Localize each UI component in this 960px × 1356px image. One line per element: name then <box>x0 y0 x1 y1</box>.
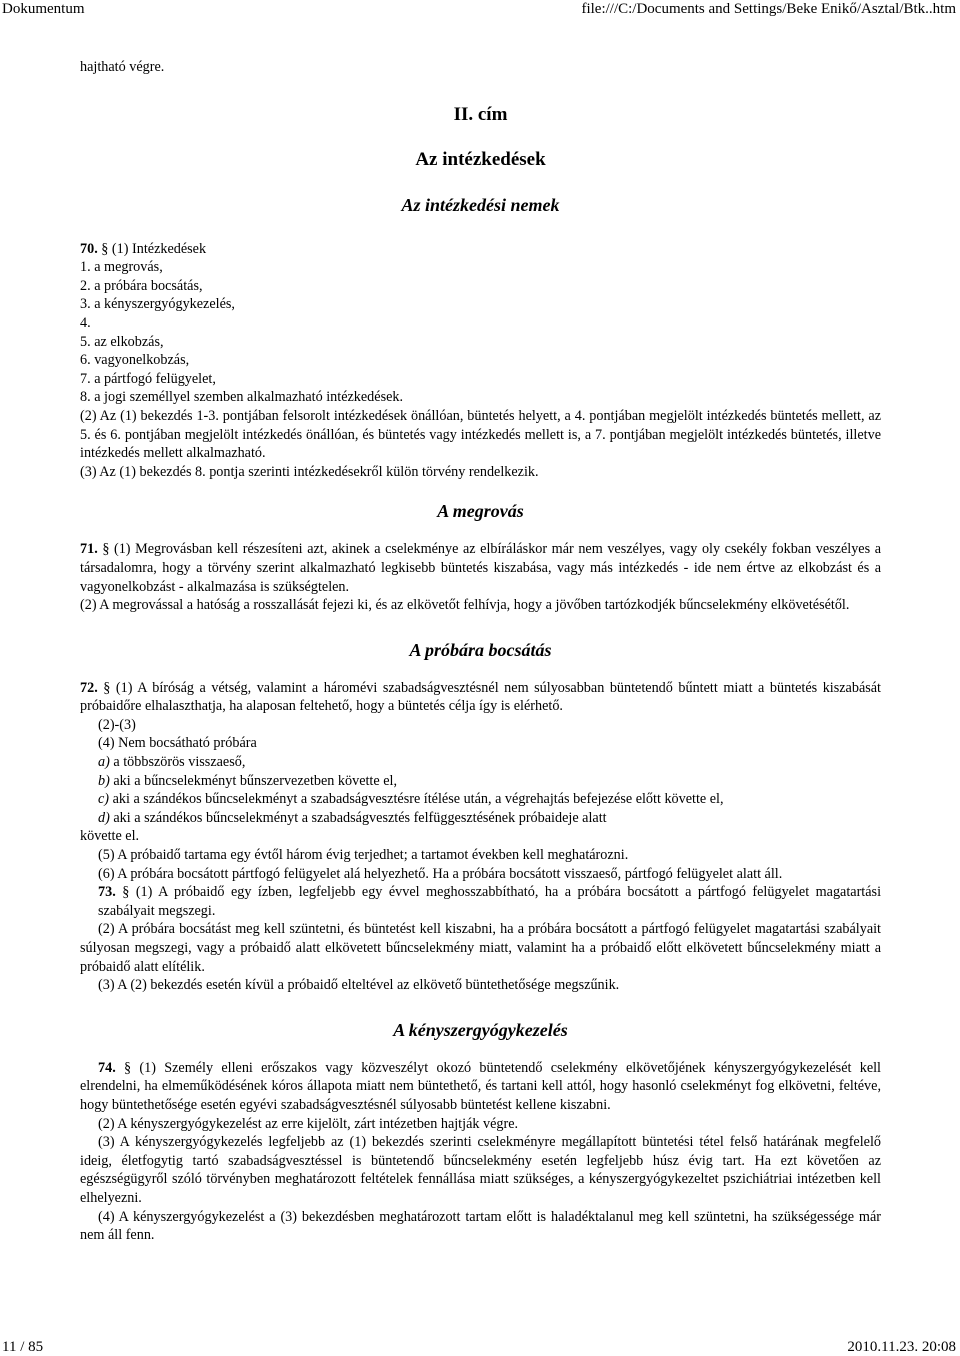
s72-item-a: a) a többszörös visszaeső, <box>98 754 246 771</box>
s73-p2: (2) A próbára bocsátást meg kell szüntetni, és büntetést kell kiszabni, ha a próbára bocsátott a pártfogó felügyelet magatartási szabályait súlyosan megszegi, vagy a próbaidő alatt elkövetett bűncselekmény miatt, valamint ha a próbaidő előtt elkövetett bűncselekmény miatt a próbaidő alatt elítélik. <box>80 921 881 975</box>
s72-p1: 72. § (1) A bíróság a vétség, valamint a háromévi szabadságvesztésnél nem súlyosabban büntetendő bűntett miatt a büntetés kiszabását próbaidőre elhalaszthatja, ha alaposan feltehető, hogy a büntetés célja így is elérhető. <box>80 679 882 715</box>
s72-item-d: d) aki a szándékos bűncselekményt a szabadságvesztés felfüggesztésének próbaideje alatt <box>98 809 607 826</box>
section-heading-probara: A próbára bocsátás <box>409 639 552 660</box>
footer-page-number: 11 / 85 <box>2 1339 44 1355</box>
document-body <box>80 58 881 1245</box>
s74-section-symbol: § <box>124 1059 132 1076</box>
s70-p1: 70. § (1) Intézkedések <box>80 240 207 257</box>
part-title: II. cím <box>453 103 508 125</box>
s72-item-b: b) aki a bűncselekményt bűnszervezetben követte el, <box>98 772 398 789</box>
s73-section-symbol: § <box>122 884 130 901</box>
s70-item-1: 1. a megrovás, <box>80 259 163 276</box>
s74-p4: (4) A kényszergyógykezelést a (3) bekezdésben meghatározott tartam előtt is haladéktalanul meg kell szüntetni, ha szükségessége már nem áll fenn. <box>80 1208 881 1244</box>
section-heading-megrovas: A megrovás <box>437 501 524 522</box>
s71-section-symbol: § <box>102 541 110 558</box>
section-heading-kenyszer: A kényszergyógykezelés <box>393 1019 568 1040</box>
s70-item-4: 4. <box>80 314 91 331</box>
browser-header-url: file:///C:/Documents and Settings/Beke Enikő/Asztal/Btk..htm <box>581 1 956 17</box>
s73-p1: 73. § (1) A próbaidő egy ízben, legfeljebb egy évvel meghosszabbítható, ha a próbára bocsátott a pártfogó felügyelet magatartási szabályait megszegi. <box>98 884 882 919</box>
s74-number: 74. <box>98 1059 116 1076</box>
s72-number: 72. <box>80 679 98 696</box>
browser-header-title: Dokumentum <box>2 1 85 17</box>
section-heading-measures: Az intézkedési nemek <box>401 194 560 215</box>
s74-p3: (3) A kényszergyógykezelés legfeljebb az (1) bekezdés szerinti cselekményre megállapított büntetési tétel felső határának megfelelő ideig, életfogytig tartó szabadságvesztéssel is büntetendő bűncselekmény esetén legfeljebb húsz évig tart. Ha ezt követően az egészségügyről szóló törvényben meghatározott feltételek fennállása miatt szükséges, a kényszergyógykezeltet pszichiátriai intézetben kell elhelyezni. <box>80 1134 881 1206</box>
s71-number: 71. <box>80 541 98 558</box>
footer-datetime: 2010.11.23. 20:08 <box>847 1339 956 1355</box>
s71-p1: 71. § (1) Megrovásban kell részesíteni azt, akinek a cselekménye az elbíráláskor már nem veszélyes, vagy oly csekély fokban veszélyes a társadalomra, hogy a törvény szerint alkalmazható legkisebb büntetés kiszabása, vagy más intézkedés - ide nem értve az elkobzást és a vagyonelkobzást - alkalmazása is szükségtelen. <box>80 541 881 595</box>
s72-item-c: c) aki a szándékos bűncselekményt a szabadságvesztésre ítélése után, a végrehajtás befejezése előtt követte el, <box>98 791 724 808</box>
s70-item-5: 5. az elkobzás, <box>80 333 164 350</box>
s72-p5: (5) A próbaidő tartama egy évtől három évig terjedhet; a tartamot években kell meghatározni. <box>98 847 629 864</box>
s70-item-3: 3. a kényszergyógykezelés, <box>80 296 235 313</box>
s72-p6: (6) A próbára bocsátott pártfogó felügyelet alá helyezhető. Ha a próbára bocsátott visszaeső, pártfogó felügyelet alatt áll. <box>98 865 783 882</box>
s73-number: 73. <box>98 884 116 901</box>
s73-p3: (3) A (2) bekezdés esetén kívül a próbaidő elteltével az elkövető büntethetősége megszűnik. <box>98 977 620 994</box>
s70-item-2: 2. a próbára bocsátás, <box>80 277 203 294</box>
s70-p3: (3) Az (1) bekezdés 8. pontja szerinti intézkedésekről külön törvény rendelkezik. <box>80 463 539 480</box>
s70-item-6: 6. vagyonelkobzás, <box>80 352 190 369</box>
s70-item-7: 7. a pártfogó felügyelet, <box>80 370 216 387</box>
s72-section-symbol: § <box>103 679 111 696</box>
s74-p1: 74. § (1) Személy elleni erőszakos vagy közveszélyt okozó büntetendő cselekmény elkövetőjének kényszergyógykezelését kell elrendelni, ha elmeműködésének kóros állapota miatt nem büntethető, és tartani kell attól, hogy hasonló cselekményt fog elkövetni, feltéve, hogy büntethetősége esetén egyévi szabadságvesztésnél súlyosabb büntetést kellene kiszabni. <box>80 1059 881 1113</box>
intro-fragment: hajtható végre. <box>80 59 165 75</box>
s70-item-8: 8. a jogi személlyel szemben alkalmazható intézkedések. <box>80 389 404 406</box>
s72-p23: (2)-(3) <box>98 716 136 733</box>
chapter-title: Az intézkedések <box>415 148 546 170</box>
s70-p2: (2) Az (1) bekezdés 1-3. pontjában felsorolt intézkedések önállóan, büntetés helyett, a 4. pontjában megjelölt intézkedés büntetés mellett, az 5. és 6. pontjában megjelölt intézkedés önállóan, és büntetés vagy intézkedés mellett is, a 7. pontjában megjelölt intézkedés büntetés, illetve intézkedés mellett alkalmazható. <box>80 407 881 462</box>
s70-number: 70. <box>80 240 98 257</box>
s71-p2: (2) A megrovással a hatóság a rosszallását fejezi ki, és az elkövetőt felhívja, hogy a jövőben tartózkodjék bűncselekmény elkövetésétől. <box>80 597 850 614</box>
s70-section-symbol: § <box>101 240 109 257</box>
s72-item-d-cont: követte el. <box>80 828 140 845</box>
s74-p2: (2) A kényszergyógykezelést az erre kijelölt, zárt intézetben hajtják végre. <box>98 1115 519 1132</box>
s72-p4: (4) Nem bocsátható próbára <box>98 735 257 752</box>
